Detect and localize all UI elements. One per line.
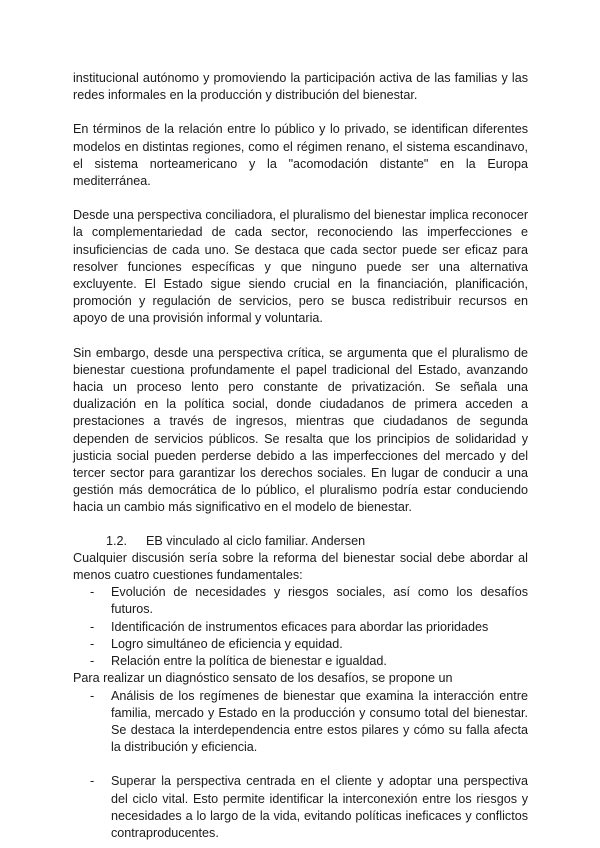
list-item: - Relación entre la política de bienestar e igualdad. <box>73 653 528 670</box>
section-heading <box>73 533 528 550</box>
paragraph-4: Sin embargo, desde una perspectiva crítica, se argumenta que el pluralismo de bienestar cuestiona profundamente el papel tradicional del Estado, avanzando hacia un proceso lento pero constante de privatización. Se señala una dualización en la política social, donde ciudadanos de primera acceden a prestaciones a través de ingresos, mientras que ciudadanos de segunda dependen de servicios públicos. Se resalta que los principios de solidaridad y justicia social pueden perderse debido a las imperfecciones del mercado y del tercer sector para garantizar los derechos sociales. En lugar de conducir a una gestión más democrática de lo público, el pluralismo podría estar conduciendo hacia un cambio más significativo en el modelo de bienestar. <box>73 345 528 515</box>
list-item: - Superar la perspectiva centrada en el cliente y adoptar una perspectiva del ciclo vital. Esto permite identificar la interconexión entre los riesgos y necesidades a lo largo de la vida, evitando políticas ineficaces y conflictos contraproducentes. <box>73 773 528 842</box>
intro-paragraph-2: Para realizar un diagnóstico sensato de los desafíos, se propone un <box>73 671 453 686</box>
section-title: EB vinculado al ciclo familiar. Andersen <box>146 533 366 548</box>
diagnosis-list <box>73 688 528 843</box>
list-item: - Evolución de necesidades y riesgos sociales, así como los desafíos futuros. <box>73 584 528 618</box>
list-item: - Identificación de instrumentos eficaces para abordar las prioridades <box>73 619 528 636</box>
paragraph-2: En términos de la relación entre lo público y lo privado, se identifican diferentes modelos en distintas regiones, como el régimen renano, el sistema escandinavo, el sistema norteamericano y la "acomodación distante" en la Europa mediterránea. <box>73 122 528 189</box>
list-spacer <box>73 756 528 773</box>
questions-list <box>73 584 528 670</box>
paragraph-3: Desde una perspectiva conciliadora, el pluralismo del bienestar implica reconocer la complementariedad de cada sector, reconociendo las imperfecciones e insuficiencias de cada uno. Se destaca que cada sector puede ser eficaz para resolver funciones específicas y que ninguno puede ser una alternativa excluyente. El Estado sigue siendo crucial en la financiación, planificación, promoción y regulación de servicios, pero se busca redistribuir recursos en apoyo de una provisión informal y voluntaria. <box>73 208 529 326</box>
section-number: 1.2. <box>106 533 128 548</box>
list-item: - Análisis de los regímenes de bienestar que examina la interacción entre familia, mercado y Estado en la producción y consumo total del bienestar. Se destaca la interdependencia entre estos pilares y cómo su falla afecta la distribución y eficiencia. <box>73 688 528 757</box>
intro-paragraph-1: Cualquier discusión sería sobre la reforma del bienestar social debe abordar al menos cuatro cuestiones fundamentales: <box>73 550 528 583</box>
paragraph-1: institucional autónomo y promoviendo la participación activa de las familias y las redes informales en la producción y distribución del bienestar. <box>73 71 528 103</box>
list-item: - Logro simultáneo de eficiencia y equidad. <box>73 636 528 653</box>
